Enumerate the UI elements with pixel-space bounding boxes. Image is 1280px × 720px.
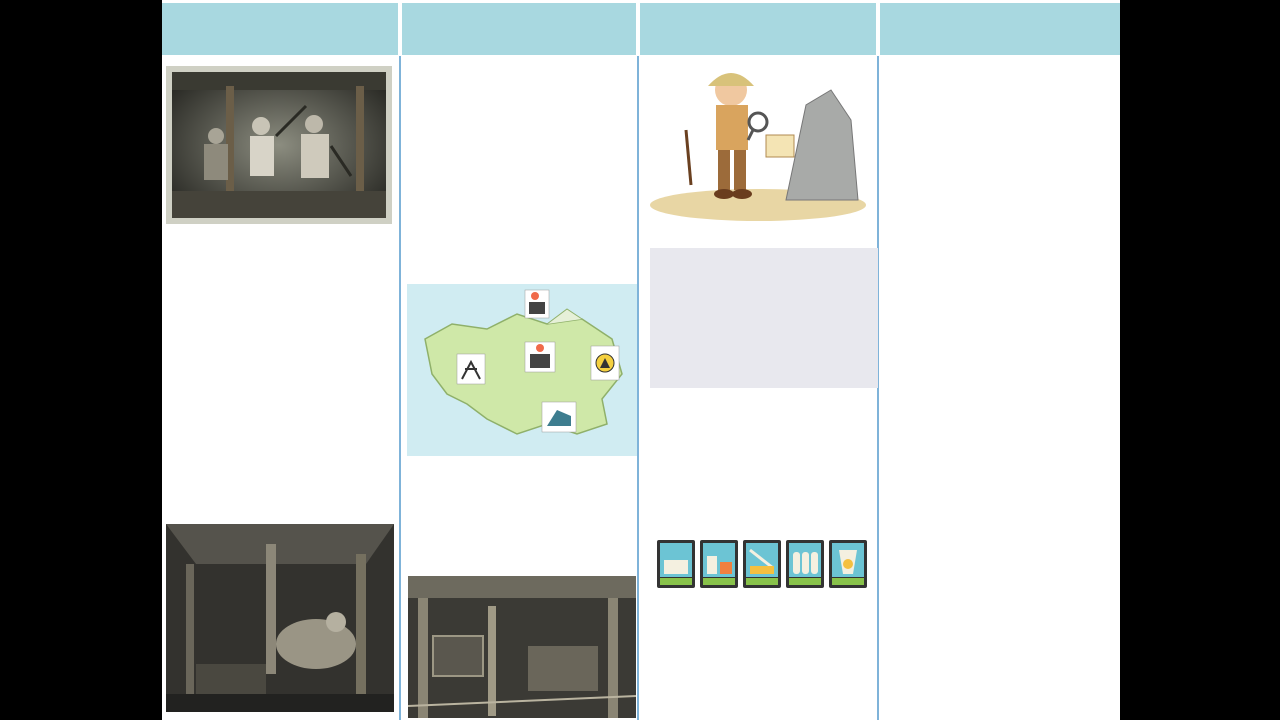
plant-icon	[700, 540, 738, 588]
refinery-icon	[743, 540, 781, 588]
column-divider	[637, 56, 639, 720]
geologist-cartoon	[646, 60, 870, 224]
column-divider	[399, 56, 401, 720]
factory-icon	[657, 540, 695, 588]
urban-population-chart	[896, 62, 1108, 176]
header-new-turn	[402, 3, 636, 55]
header-scientific-research	[640, 3, 876, 55]
miners-photo	[166, 66, 392, 224]
infographic-sheet	[162, 0, 1120, 720]
header-labor-force	[880, 3, 1120, 55]
mine-tunnel-photo	[166, 524, 394, 712]
urban-nationality-chart	[888, 442, 1112, 592]
expeditions-chart	[650, 248, 878, 388]
population-pie-chart	[896, 188, 1118, 314]
header-industrialization-start	[162, 3, 398, 55]
mine-cart-photo	[408, 576, 636, 718]
nuclear-icon	[829, 540, 867, 588]
kazakhstan-map	[407, 284, 637, 456]
industry-icons-strip	[655, 538, 875, 590]
gas-cylinders-icon	[786, 540, 824, 588]
